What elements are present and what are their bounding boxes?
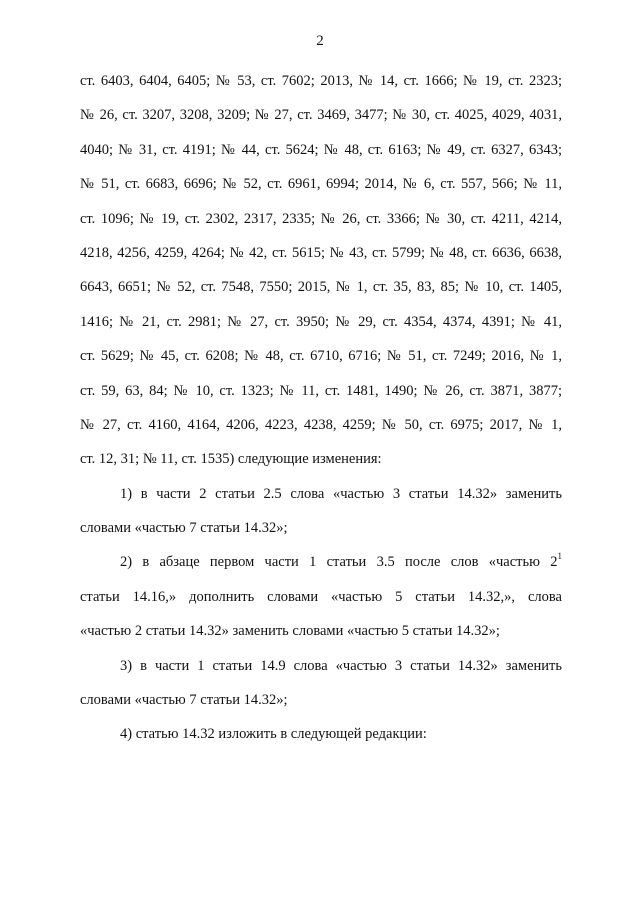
text-line: ст. 5629; № 45, ст. 6208; № 48, ст. 6710, 6716; № 51, ст. 7249; 2016, № 1, [80,348,562,365]
text-line: ст. 59, 63, 84; № 10, ст. 1323; № 11, ст. 1481, 1490; № 26, ст. 3871, 3877; [80,382,562,399]
text-line: ст. 12, 31; № 11, ст. 1535) следующие изменения: [80,451,382,468]
text-line: словами «частью 7 статьи 14.32»; [80,520,288,537]
text-line: «частью 2 статьи 14.32» заменить словами «частью 5 статьи 14.32»; [80,623,500,640]
text-line: ст. 1096; № 19, ст. 2302, 2317, 2335; № 26, ст. 3366; № 30, ст. 4211, 4214, [80,210,562,227]
text-line [80,545,562,579]
amendment-item-3 [80,649,562,718]
text-line: № 26, ст. 3207, 3208, 3209; № 27, ст. 3469, 3477; № 30, ст. 4025, 4029, 4031, [80,107,562,124]
text-line: статьи 14.16,» дополнить словами «частью 5 статьи 14.32,», слова [80,588,562,605]
superscript: 1 [557,551,562,562]
text-line: № 51, ст. 6683, 6696; № 52, ст. 6961, 6994; 2014, № 6, ст. 557, 566; № 11, [80,176,562,193]
text-line: № 27, ст. 4160, 4164, 4206, 4223, 4238, 4259; № 50, ст. 6975; 2017, № 1, [80,416,562,433]
intro-paragraph [80,64,562,477]
document-body [80,64,562,752]
amendment-item-2 [80,545,562,648]
amendment-item-4 [80,717,562,751]
text-fragment: 2) в абзаце первом части 1 статьи 3.5 после слов «частью 2 [120,554,558,571]
amendment-item-1 [80,477,562,546]
text-line: ст. 6403, 6404, 6405; № 53, ст. 7602; 2013, № 14, ст. 1666; № 19, ст. 2323; [80,73,562,89]
page-number: 2 [316,33,324,49]
text-line: 3) в части 1 статьи 14.9 слова «частью 3 статьи 14.32» заменить [120,657,562,674]
text-line: словами «частью 7 статьи 14.32»; [80,692,288,709]
text-line: 6643, 6651; № 52, ст. 7548, 7550; 2015, № 1, ст. 35, 83, 85; № 10, ст. 1405, [80,279,562,296]
text-line: 1) в части 2 статьи 2.5 слова «частью 3 статьи 14.32» заменить [120,485,562,502]
text-line: 1416; № 21, ст. 2981; № 27, ст. 3950; № 29, ст. 4354, 4374, 4391; № 41, [80,313,562,330]
text-line: 4218, 4256, 4259, 4264; № 42, ст. 5615; № 43, ст. 5799; № 48, ст. 6636, 6638, [80,244,562,261]
text-line: 4) статью 14.32 изложить в следующей редакции: [120,726,427,743]
text-line: 4040; № 31, ст. 4191; № 44, ст. 5624; № 48, ст. 6163; № 49, ст. 6327, 6343; [80,141,562,158]
